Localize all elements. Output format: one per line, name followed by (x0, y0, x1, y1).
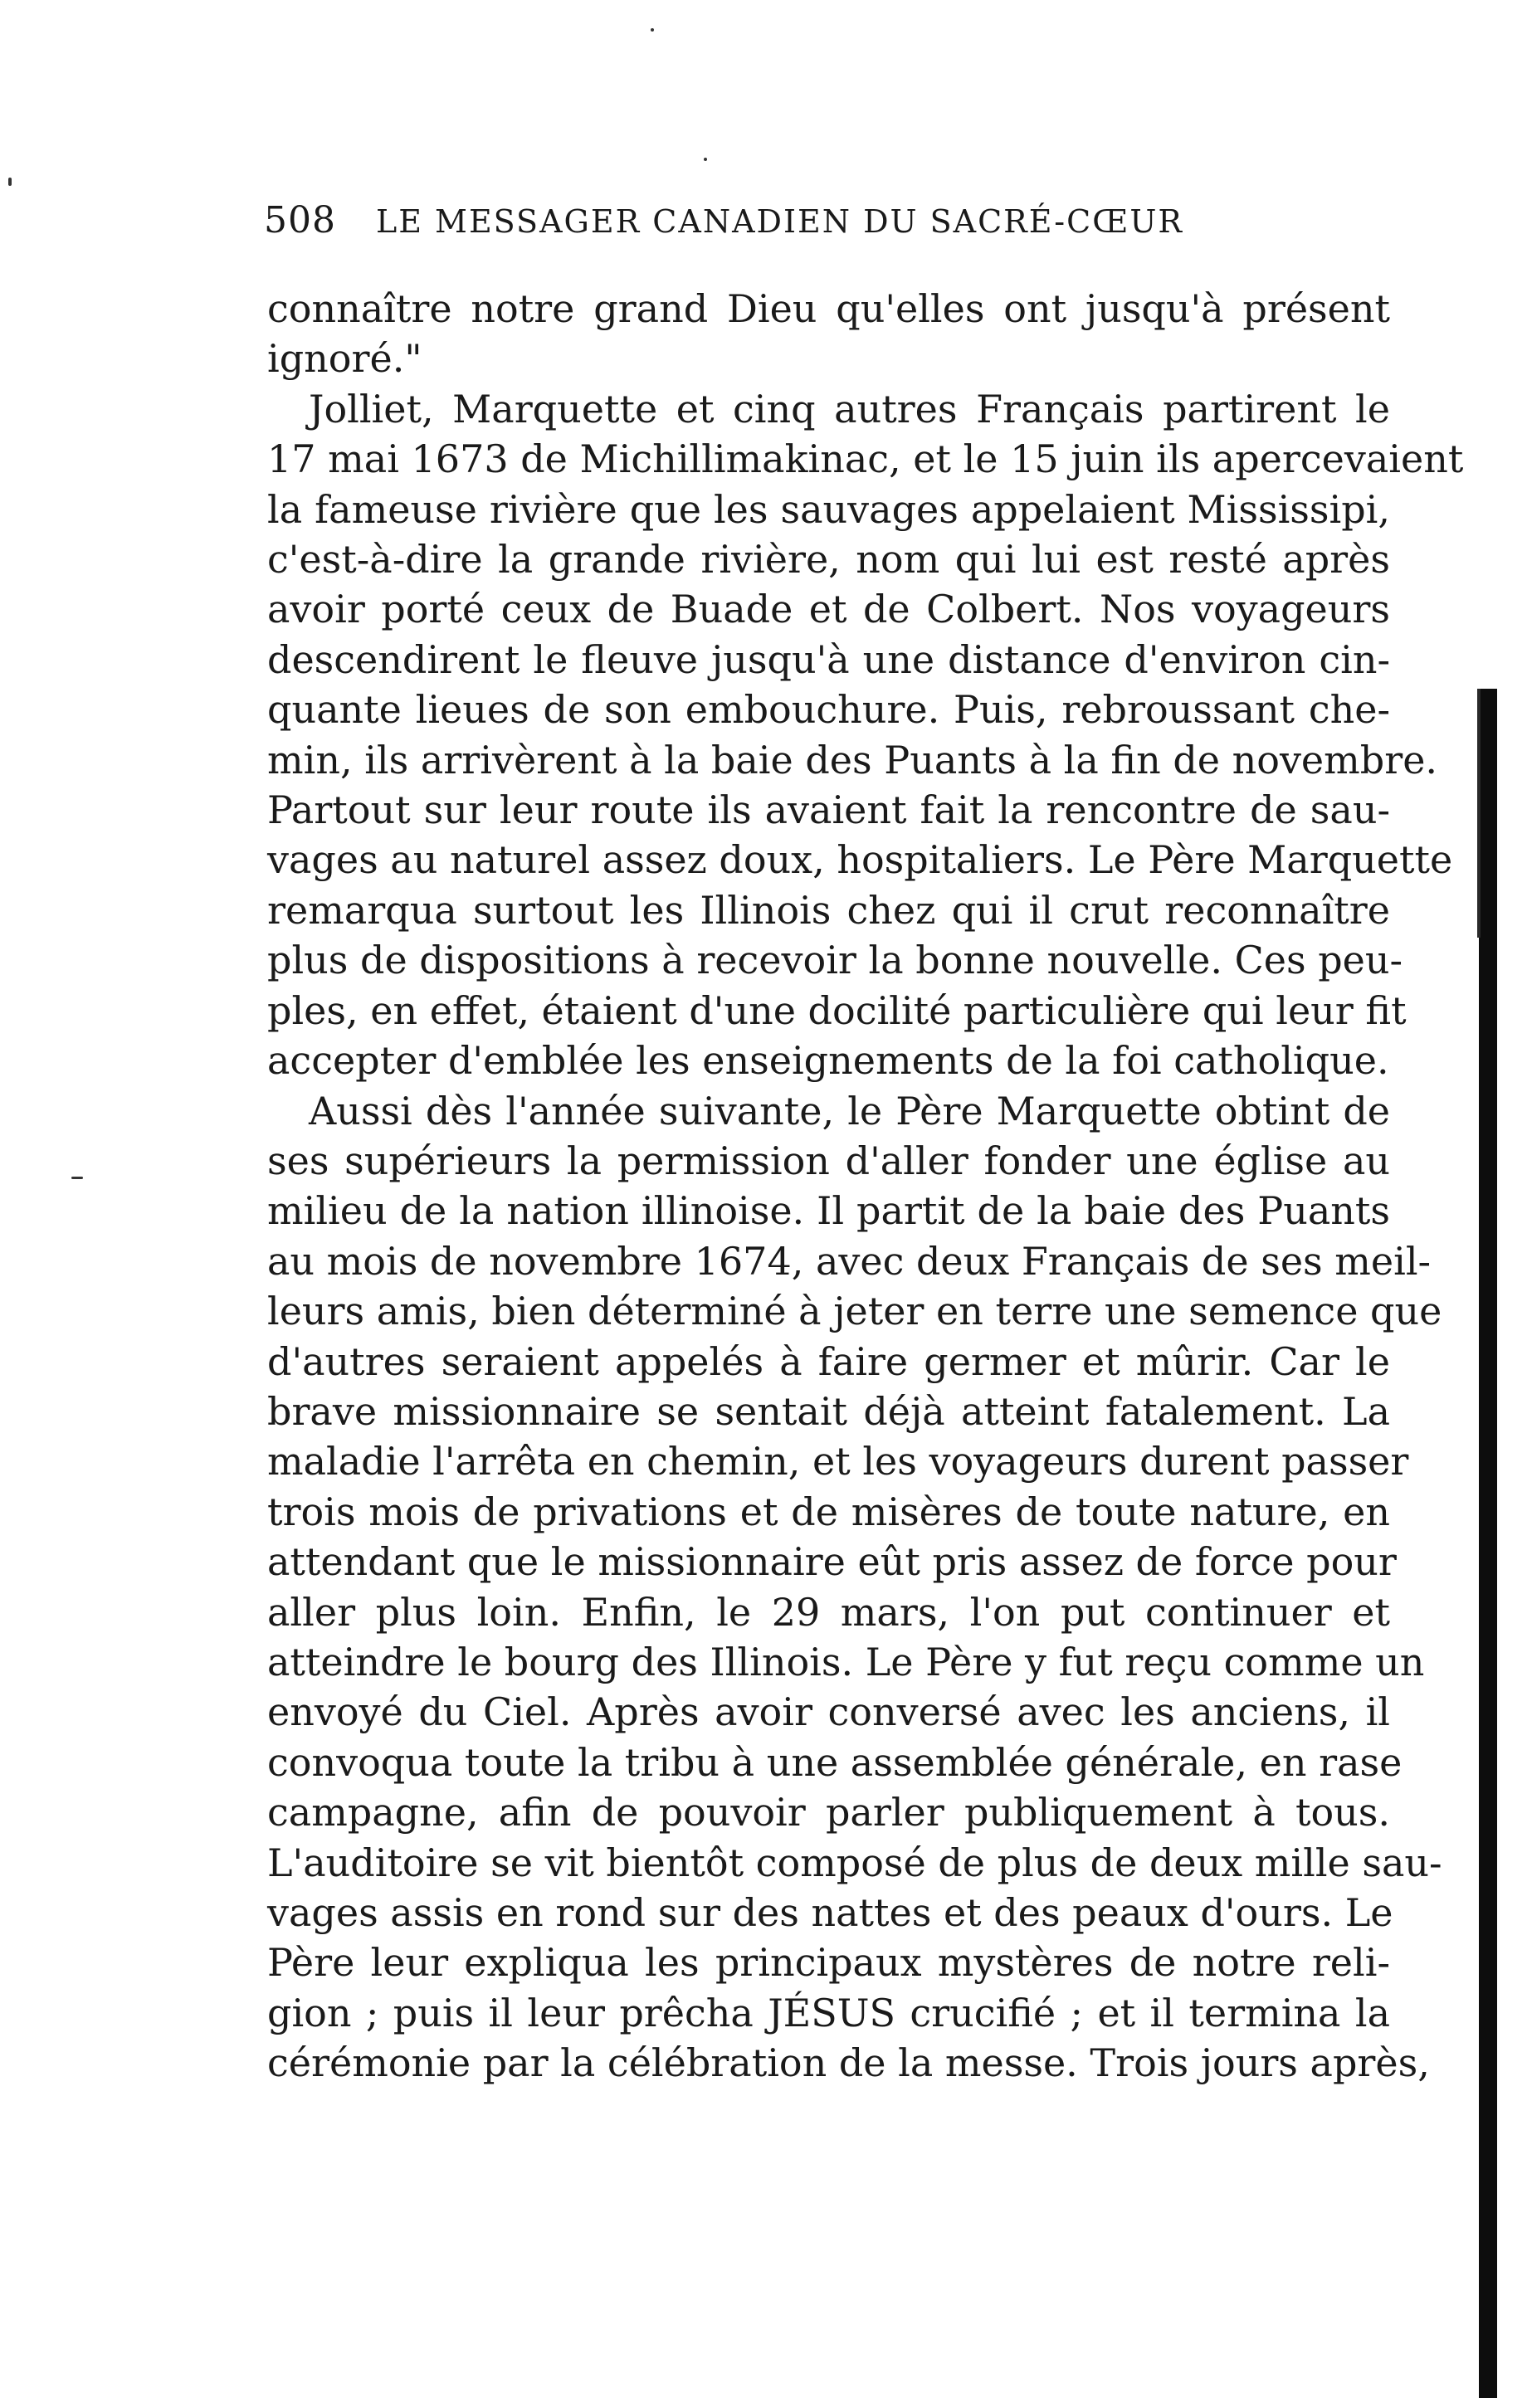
text-line: min, ils arrivèrent à la baie des Puants à la fin de novembre. (267, 737, 1438, 782)
page-header (264, 199, 1393, 249)
scan-speck (8, 178, 12, 186)
text-line: vages assis en rond sur des nattes et des peaux d'ours. Le (267, 1890, 1393, 1935)
scan-speck (71, 1177, 83, 1179)
scan-speck (704, 158, 707, 161)
scan-edge-line (1477, 689, 1481, 938)
page-number: 508 (264, 199, 336, 241)
text-line: connaître notre grand Dieu qu'elles ont jusqu'à présent (267, 286, 1390, 331)
text-line: avoir porté ceux de Buade et de Colbert. Nos voyageurs (267, 587, 1390, 632)
text-line: leurs amis, bien déterminé à jeter en terre une semence que (267, 1289, 1442, 1334)
text-line: 17 mai 1673 de Michillimakinac, et le 15 juin ils apercevaient (267, 436, 1464, 482)
text-line: quante lieues de son embouchure. Puis, rebroussant che- (267, 687, 1390, 733)
text-line: Partout sur leur route ils avaient fait la rencontre de sau- (267, 787, 1390, 833)
text-line: ples, en effet, étaient d'une docilité particulière qui leur fit (267, 987, 1407, 1033)
text-line: ses supérieurs la permission d'aller fonder une église au (267, 1138, 1390, 1183)
text-line: attendant que le missionnaire eût pris assez de force pour (267, 1539, 1397, 1585)
text-line: cérémonie par la célébration de la messe. Trois jours après, (267, 2040, 1430, 2086)
text-line: gion ; puis il leur prêcha JÉSUS crucifié ; et il termina la (267, 1990, 1390, 2035)
text-line: la fameuse rivière que les sauvages appelaient Mississipi, (267, 486, 1390, 532)
scan-speck (651, 28, 654, 32)
text-line: Père leur expliqua les principaux mystères de notre reli- (267, 1940, 1390, 1986)
text-line: Aussi dès l'année suivante, le Père Marquette obtint de (309, 1088, 1390, 1133)
text-line: atteindre le bourg des Illinois. Le Père y fut reçu comme un (267, 1639, 1425, 1684)
text-line: L'auditoire se vit bientôt composé de plus de deux mille sau- (267, 1840, 1442, 1885)
text-line: convoqua toute la tribu à une assemblée générale, en rase (267, 1739, 1403, 1785)
text-line: descendirent le fleuve jusqu'à une distance d'environ cin- (267, 636, 1390, 682)
scan-edge-shadow (1479, 689, 1497, 2398)
text-line: envoyé du Ciel. Après avoir conversé avec les anciens, il (267, 1689, 1390, 1735)
text-line: milieu de la nation illinoise. Il partit de la baie des Puants (267, 1188, 1390, 1234)
text-line: vages au naturel assez doux, hospitaliers. Le Père Marquette (267, 837, 1453, 883)
text-line: accepter d'emblée les enseignements de la foi catholique. (267, 1038, 1389, 1084)
text-line: c'est-à-dire la grande rivière, nom qui lui est resté après (267, 537, 1390, 583)
running-title: LE MESSAGER CANADIEN DU SACRÉ-CŒUR (375, 203, 1184, 240)
text-line: remarqua surtout les Illinois chez qui il crut reconnaître (267, 887, 1390, 933)
text-line: ignoré." (267, 336, 422, 382)
text-line: brave missionnaire se sentait déjà atteint fatalement. La (267, 1388, 1390, 1434)
text-line: plus de dispositions à recevoir la bonne nouvelle. Ces peu- (267, 938, 1403, 983)
text-line: maladie l'arrêta en chemin, et les voyageurs durent passer (267, 1439, 1409, 1484)
text-line: d'autres seraient appelés à faire germer et mûrir. Car le (267, 1338, 1390, 1384)
text-line: trois mois de privations et de misères de toute nature, en (267, 1489, 1390, 1534)
text-line: Jolliet, Marquette et cinq autres Français partirent le (309, 386, 1390, 431)
text-line: campagne, afin de pouvoir parler publiquement à tous. (267, 1790, 1390, 1835)
text-line: au mois de novembre 1674, avec deux Français de ses meil- (267, 1238, 1432, 1284)
text-line: aller plus loin. Enfin, le 29 mars, l'on put continuer et (267, 1589, 1390, 1635)
body-text (267, 284, 1464, 2089)
